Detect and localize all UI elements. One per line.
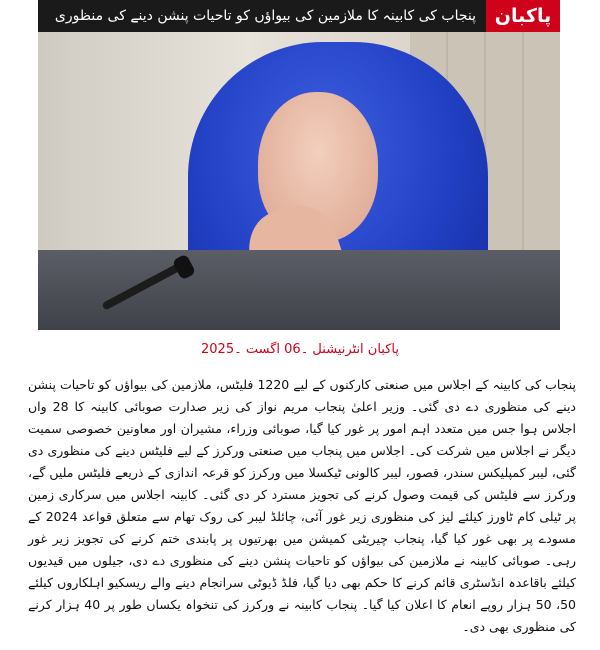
header-bar xyxy=(38,0,560,32)
conference-table xyxy=(38,250,560,330)
dateline: پاکبان انٹرنیشنل ۔06 اگست ۔2025 xyxy=(201,342,399,357)
news-photo xyxy=(38,32,560,330)
article-body xyxy=(28,374,576,638)
article-image-frame xyxy=(38,0,560,330)
article-paragraph: پنجاب کی کابینہ کے اجلاس میں صنعتی کارکنوں کے لیے 1220 فلیٹس، ملازمین کی بیواؤں کو تاحیات پنشن دینے کی منظوری دے دی گئی۔ وزیر اعلیٰ پنجاب مریم نواز کی زیر صدارت صوبائی کابینہ کا 28 واں اجلاس ہوا جس میں متعدد اہم امور پر غور کیا گیا، صوبائی وزراء، مشیران اور معاونین خصوصی سمیت دیگر نے اجلاس میں شرکت کی۔ اجلاس میں پنجاب میں صنعتی ورکرز کے لیے فلیٹس دینے کی منظوری دی گئی، لیبر کمپلیکس سندر، قصور، لیبر کالونی ٹیکسلا میں ورکرز کو قرعہ اندازی کے ذریعے فلیٹس ملیں گے، ورکرز سے فلیٹس کی قیمت وصول کرنے کی تجویز مسترد کر دی گئی۔ کابینہ اجلاس میں سرکاری زمین پر ٹیلی کام ٹاورز کیلئے لیز کی منظوری زیر غور آئی، چائلڈ لیبر کی روک تھام سے متعلق قواعد 2024 کے مسودے پر بھی غور کیا گیا، پنجاب چیریٹی کمیشن میں بھرتیوں پر پابندی ختم کرنے کی تجویز زیر غور رہی۔ صوبائی کابینہ نے ملازمین کی بیواؤں کو تاحیات پنشن دینے کی منظوری دے دی، جیلوں میں قیدیوں کیلئے باقاعدہ انڈسٹری قائم کرنے کا حکم بھی دیا گیا، فلڈ ڈیوٹی سرانجام دینے والے ریسکیو اہلکاروں کیلئے 50، 50 ہزار روپے انعام کا اعلان کیا گیا۔ پنجاب کابینہ نے ورکرز کی تنخواہ یکساں طور پر 40 ہزار کرنے کی منظوری بھی دی۔ xyxy=(28,377,576,634)
brand-logo[interactable]: پاکبان xyxy=(486,0,560,32)
headline: پنجاب کی کابینہ کا ملازمین کی بیواؤں کو تاحیات پنشن دینے کی منظوری xyxy=(38,0,486,32)
